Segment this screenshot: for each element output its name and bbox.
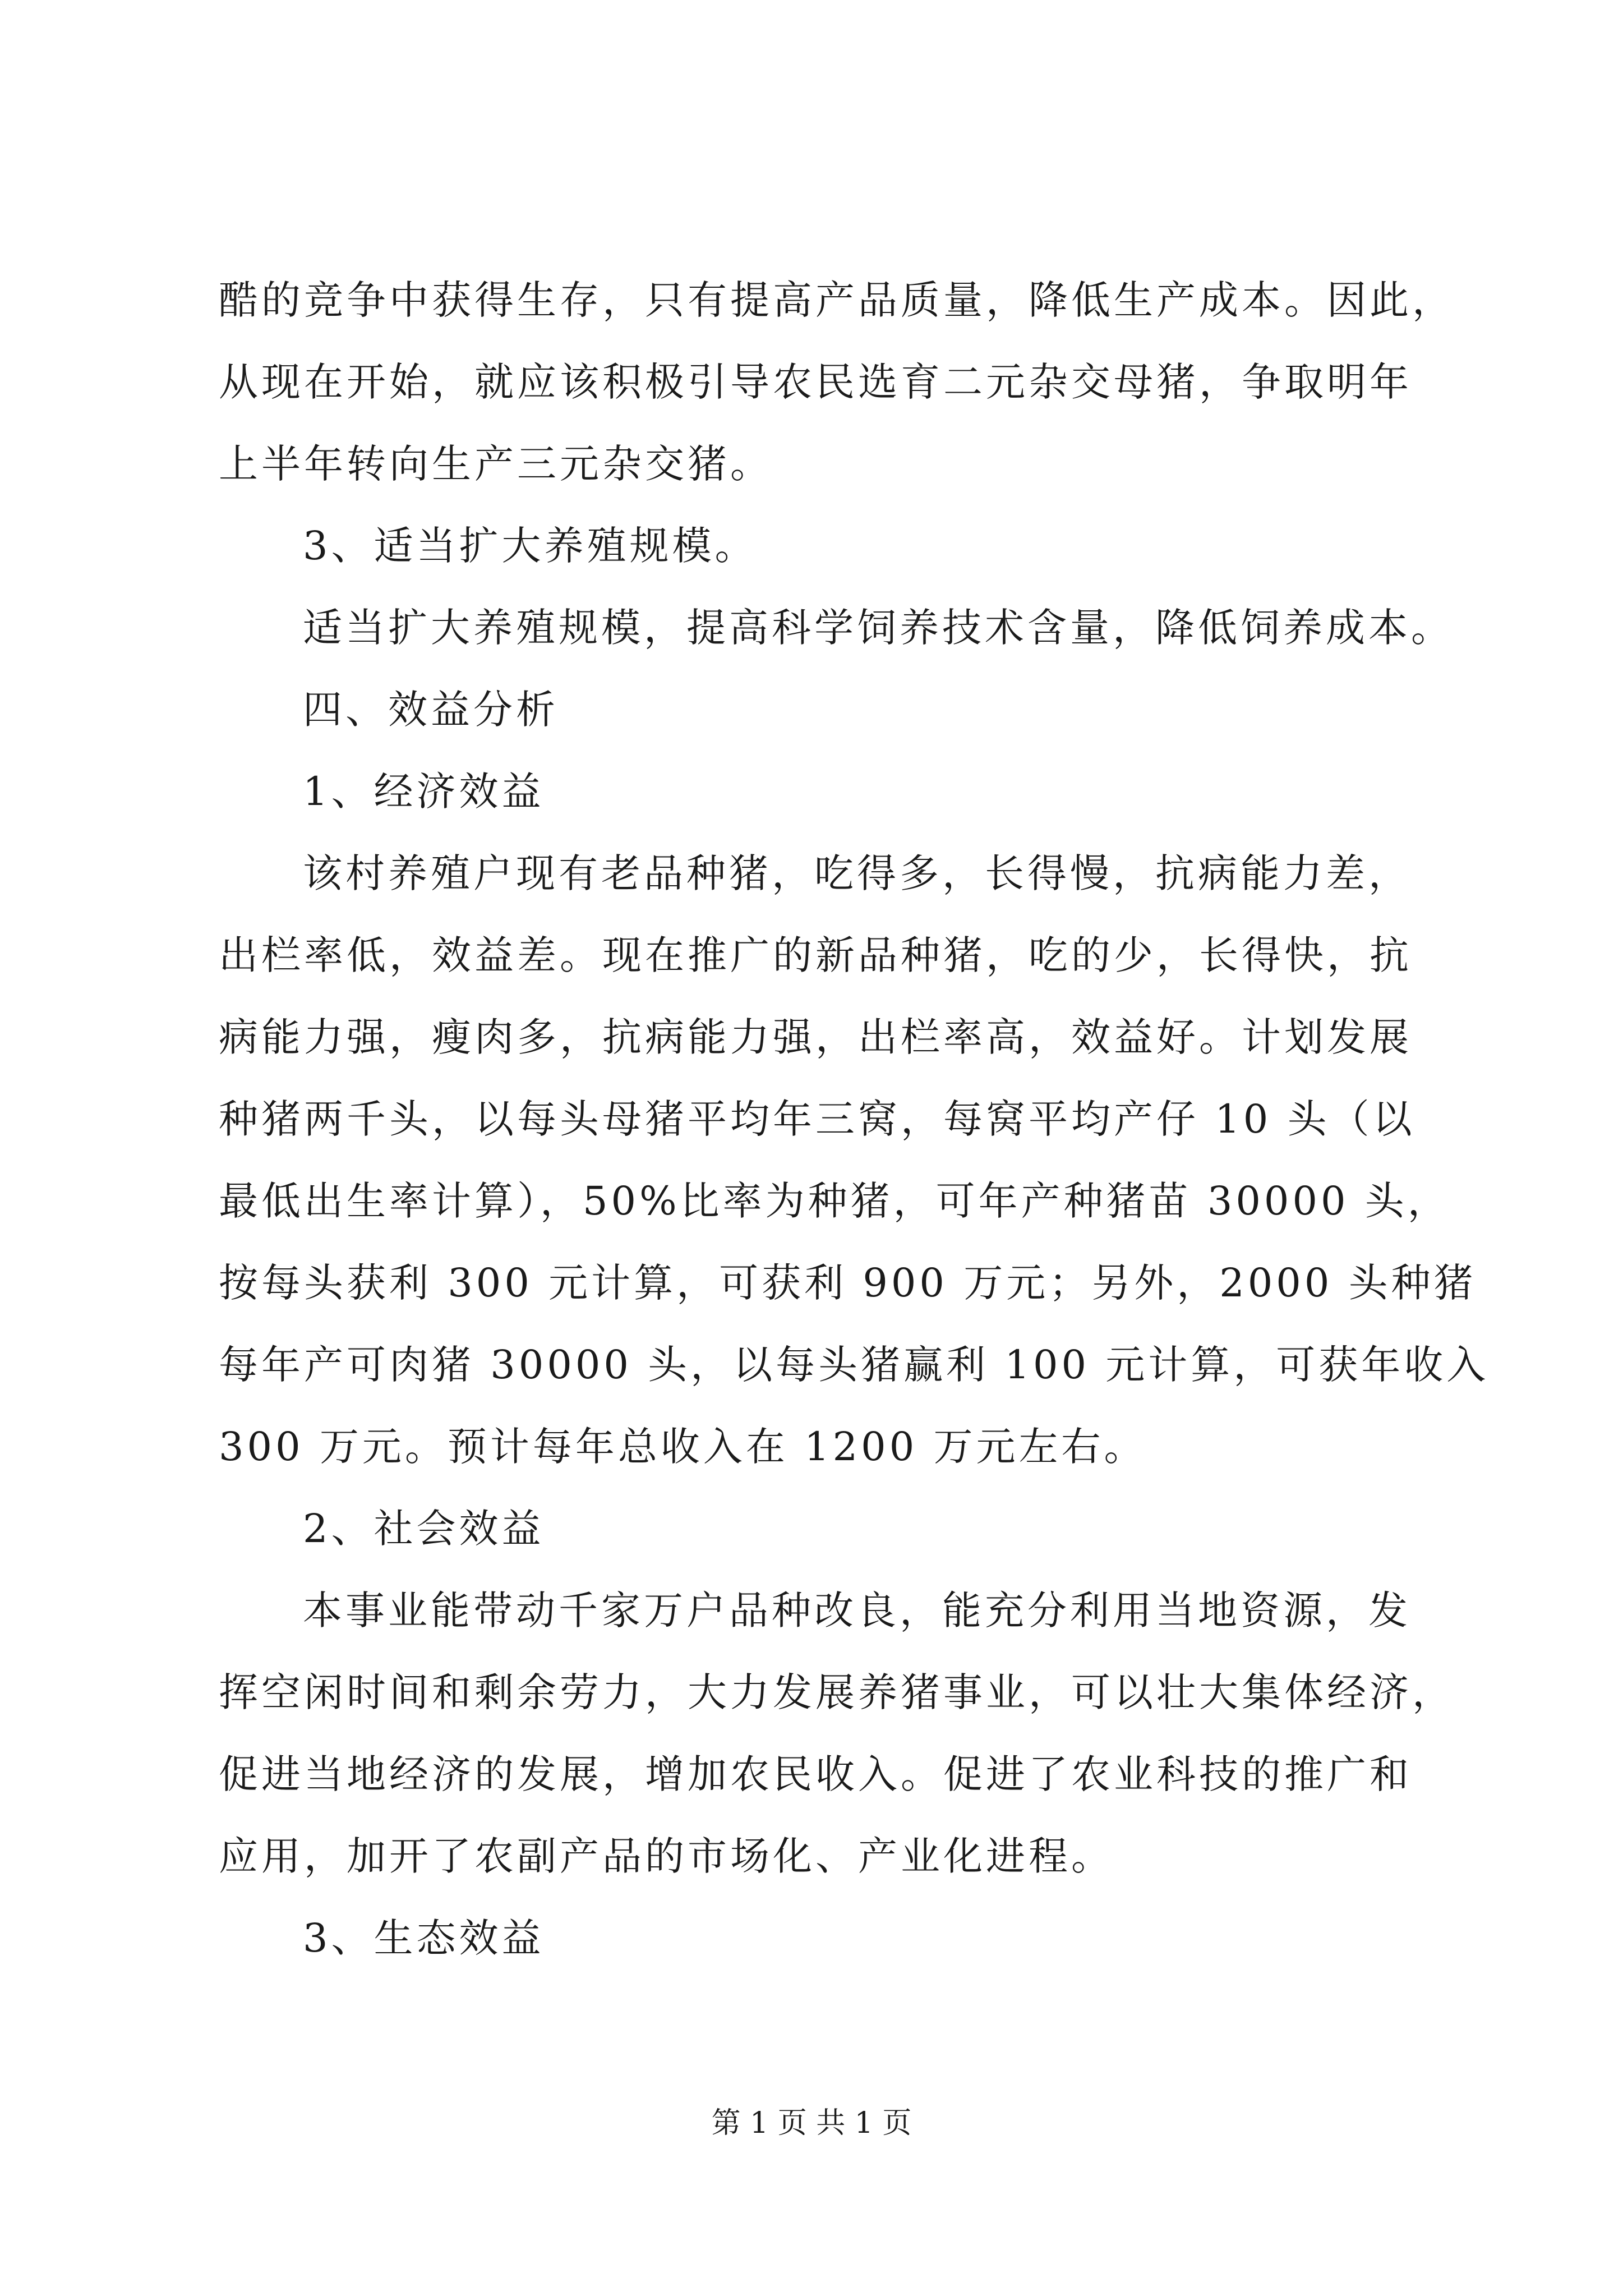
section-heading: 四、效益分析 — [303, 687, 559, 733]
body-line: 挥空闲时间和剩余劳力，大力发展养猪事业，可以壮大集体经济， — [219, 1669, 1455, 1715]
body-line: 种猪两千头，以每头母猪平均年三窝，每窝平均产仔 10 头（以 — [219, 1096, 1415, 1142]
document-body — [219, 259, 1490, 1979]
section-heading: 2、社会效益 — [303, 1506, 545, 1552]
body-line: 每年产可肉猪 30000 头，以每头猪赢利 100 元计算，可获年收入 — [219, 1342, 1490, 1388]
page-footer: 第 1 页 共 1 页 — [711, 2106, 912, 2140]
body-line: 从现在开始，就应该积极引导农民选育二元杂交母猪，争取明年 — [219, 359, 1412, 405]
body-line: 该村养殖户现有老品种猪，吃得多，长得慢，抗病能力差， — [303, 850, 1411, 896]
body-line: 按每头获利 300 元计算，可获利 900 万元；另外，2000 头种猪 — [219, 1260, 1477, 1306]
body-line: 酷的竞争中获得生存，只有提高产品质量，降低生产成本。因此， — [219, 277, 1455, 323]
section-heading: 3、适当扩大养殖规模。 — [303, 523, 758, 569]
body-line: 本事业能带动千家万户品种改良，能充分利用当地资源，发 — [303, 1588, 1411, 1634]
body-line: 病能力强，瘦肉多，抗病能力强，出栏率高，效益好。计划发展 — [219, 1014, 1412, 1060]
body-line: 适当扩大养殖规模，提高科学饲养技术含量，降低饲养成本。 — [303, 605, 1454, 651]
section-heading: 1、经济效益 — [303, 769, 545, 815]
body-line: 300 万元。预计每年总收入在 1200 万元左右。 — [219, 1424, 1147, 1470]
body-line: 上半年转向生产三元杂交猪。 — [219, 441, 773, 487]
body-line: 出栏率低，效益差。现在推广的新品种猪，吃的少，长得快，抗 — [219, 932, 1412, 978]
section-heading: 3、生态效益 — [303, 1915, 545, 1961]
body-line: 最低出生率计算），50%比率为种猪，可年产种猪苗 30000 头， — [219, 1178, 1450, 1224]
body-line: 促进当地经济的发展，增加农民收入。促进了农业科技的推广和 — [219, 1751, 1412, 1797]
body-line: 应用，加开了农副产品的市场化、产业化进程。 — [219, 1833, 1114, 1879]
